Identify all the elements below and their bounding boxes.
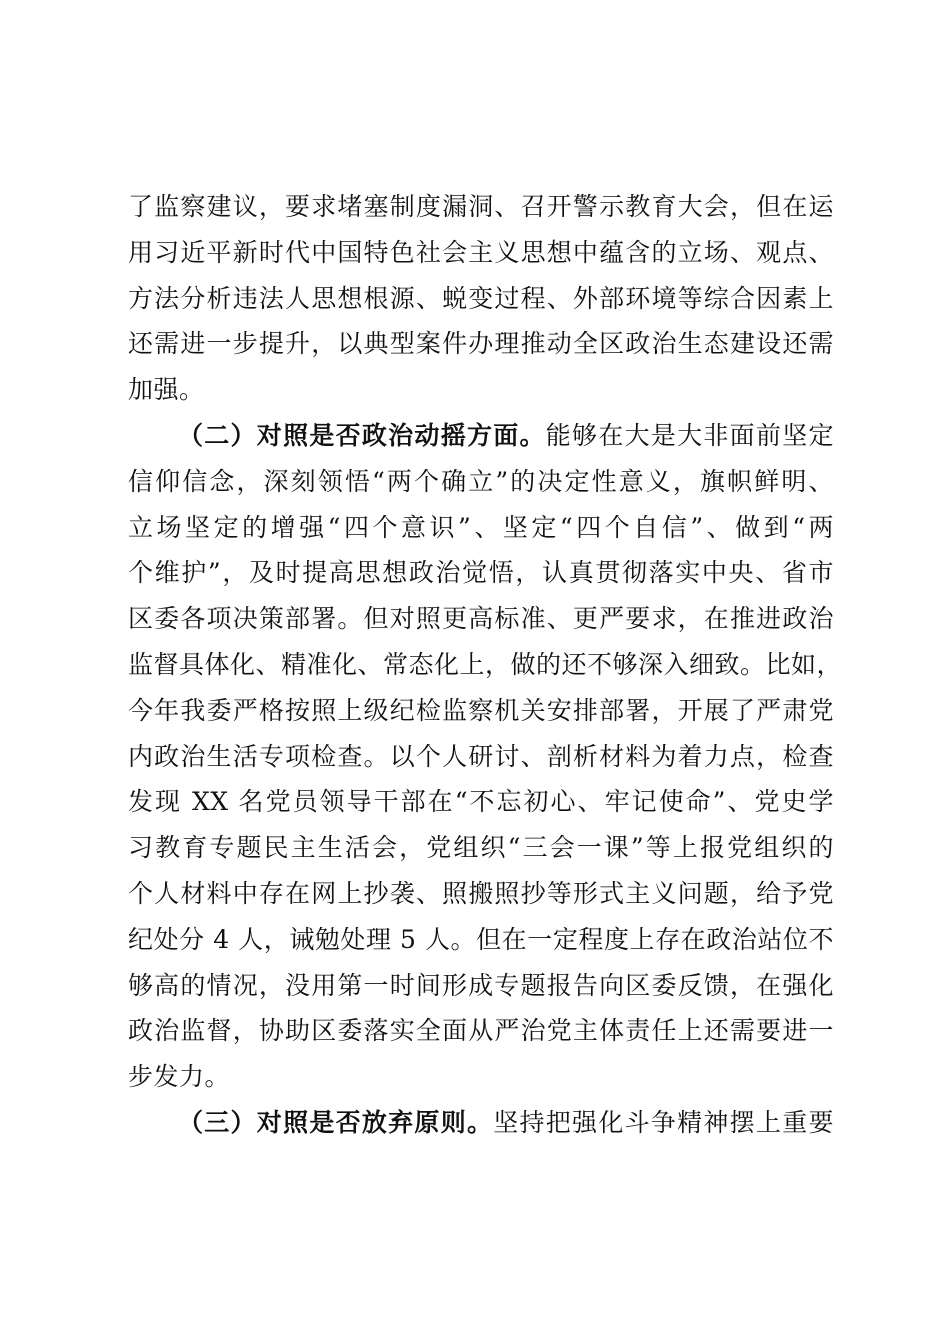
text-line: 个人材料中存在网上抄袭、照搬照抄等形式主义问题，给予党 xyxy=(128,878,834,908)
text-line: 区委各项决策部署。但对照更高标准、更严要求，在推进政治 xyxy=(128,604,834,634)
text-line: 步发力。 xyxy=(128,1062,231,1092)
text-line: 信仰信念，深刻领悟“两个确立”的决定性意义，旗帜鲜明、 xyxy=(128,466,834,496)
text-line: 用习近平新时代中国特色社会主义思想中蕴含的立场、观点、 xyxy=(128,237,834,267)
section-first-line xyxy=(128,1100,834,1146)
text-run: 坚持把强化斗争精神摆上重要 xyxy=(493,1107,834,1137)
section-first-line xyxy=(128,413,834,459)
document-body xyxy=(128,184,843,1146)
text-run: 能够在大是大非面前坚定 xyxy=(545,420,834,450)
text-line: 了监察建议，要求堵塞制度漏洞、召开警示教育大会，但在运 xyxy=(128,192,834,221)
text-line: 方法分析违法人思想根源、蜕变过程、外部环境等综合因素上 xyxy=(128,283,834,313)
section-heading-2: （二）对照是否政治动摇方面。 xyxy=(178,420,546,450)
text-line: 个维护”，及时提高思想政治觉悟，认真贯彻落实中央、省市 xyxy=(128,558,834,588)
text-line: 纪处分 4 人，诫勉处理 5 人。但在一定程度上存在政治站位不 xyxy=(128,924,834,954)
text-line: 内政治生活专项检查。以个人研讨、剖析材料为着力点，检查 xyxy=(128,741,834,771)
text-line: 监督具体化、精准化、常态化上，做的还不够深入细致。比如， xyxy=(128,649,843,679)
section-heading-3: （三）对照是否放弃原则。 xyxy=(178,1107,494,1137)
text-line: 政治监督，协助区委落实全面从严治党主体责任上还需要进一 xyxy=(128,1016,834,1046)
text-line: 发现 XX 名党员领导干部在“不忘初心、牢记使命”、党史学 xyxy=(128,787,834,817)
text-line: 今年我委严格按照上级纪检监察机关安排部署，开展了严肃党 xyxy=(128,695,834,725)
text-line: 习教育专题民主生活会，党组织“三会一课”等上报党组织的 xyxy=(128,833,834,863)
text-line: 加强。 xyxy=(128,375,205,405)
text-line: 够高的情况，没用第一时间形成专题报告向区委反馈，在强化 xyxy=(128,970,834,1000)
text-line: 立场坚定的增强“四个意识”、坚定“四个自信”、做到“两 xyxy=(128,512,834,542)
text-line: 还需进一步提升，以典型案件办理推动全区政治生态建设还需 xyxy=(128,329,834,359)
